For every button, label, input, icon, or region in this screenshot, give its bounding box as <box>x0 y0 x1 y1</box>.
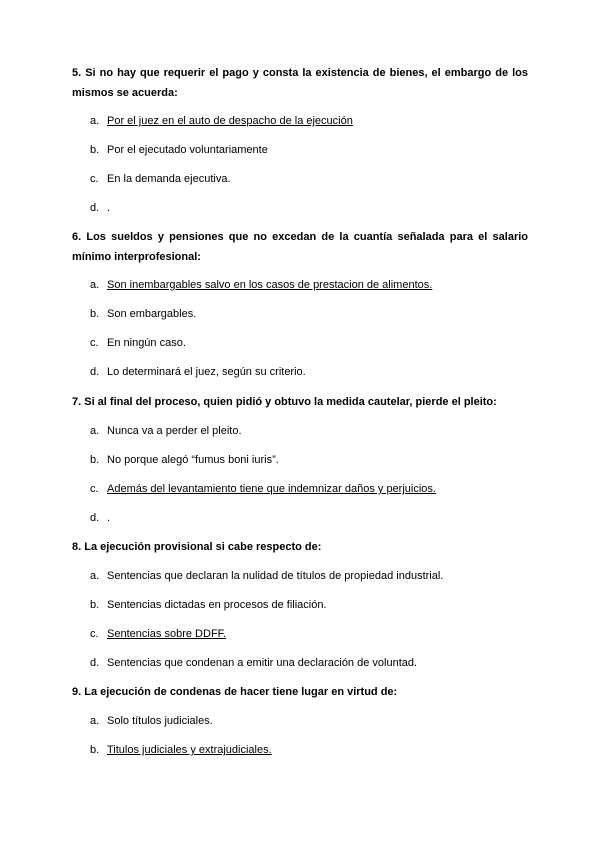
option-letter: c. <box>90 173 99 185</box>
question-5: 5. Si no hay que requerir el pago y consta la existencia de bienes, el embargo de los mismos se acuerda: <box>72 67 528 99</box>
option-letter: a. <box>90 115 100 127</box>
option-8b <box>90 598 327 612</box>
option-text: En ningún caso. <box>107 337 186 349</box>
question-7: 7. Si al final del proceso, quien pidió y obtuvo la medida cautelar, pierde el pleito: <box>72 396 497 408</box>
option-7c <box>90 482 436 496</box>
option-8d <box>90 656 417 670</box>
option-text: Por el ejecutado voluntariamente <box>107 144 268 156</box>
option-letter: c. <box>90 483 99 495</box>
option-text: Sentencias que declaran la nulidad de títulos de propiedad industrial. <box>107 570 444 582</box>
question-9: 9. La ejecución de condenas de hacer tiene lugar en virtud de: <box>72 686 398 698</box>
option-text: Son inembargables salvo en los casos de prestacion de alimentos. <box>107 279 433 291</box>
option-9b <box>90 743 272 757</box>
option-letter: b. <box>90 599 100 611</box>
option-9a <box>90 714 213 728</box>
option-7d <box>90 511 110 525</box>
option-8a <box>90 569 443 583</box>
option-letter: b. <box>90 308 100 320</box>
option-text: Sentencias que condenan a emitir una declaración de voluntad. <box>107 657 418 669</box>
option-letter: b. <box>90 454 100 466</box>
option-text: Lo determinará el juez, según su criterio. <box>107 366 306 378</box>
option-7a <box>90 424 242 438</box>
option-letter: d. <box>90 366 100 378</box>
option-letter: a. <box>90 279 100 291</box>
option-text: Nunca va a perder el pleito. <box>107 425 242 437</box>
option-text: Solo títulos judiciales. <box>107 715 213 727</box>
option-8c <box>90 627 226 641</box>
option-text: Además del levantamiento tiene que indemnizar daños y perjuicios. <box>107 483 436 495</box>
option-text: . <box>107 202 111 214</box>
option-text: Titulos judiciales y extrajudiciales. <box>107 744 272 756</box>
question-6: 6. Los sueldos y pensiones que no excedan de la cuantía señalada para el salario mínimo interprofesional: <box>72 231 528 263</box>
option-text: Son embargables. <box>107 308 197 320</box>
option-5c <box>90 172 231 186</box>
option-letter: a. <box>90 715 100 727</box>
option-letter: b. <box>90 144 100 156</box>
option-5a <box>90 114 353 128</box>
option-text: . <box>107 512 111 524</box>
option-6a <box>90 278 432 292</box>
option-text: Sentencias sobre DDFF. <box>107 628 227 640</box>
option-5b <box>90 143 268 157</box>
option-6c <box>90 336 186 350</box>
option-letter: d. <box>90 657 100 669</box>
option-text: En la demanda ejecutiva. <box>107 173 231 185</box>
option-text: Por el juez en el auto de despacho de la ejecución <box>107 115 353 127</box>
option-5d <box>90 201 110 215</box>
option-letter: a. <box>90 570 100 582</box>
option-letter: c. <box>90 337 99 349</box>
option-letter: d. <box>90 512 100 524</box>
option-7b <box>90 453 279 467</box>
option-6d <box>90 365 306 379</box>
question-8: 8. La ejecución provisional si cabe respecto de: <box>72 541 322 553</box>
option-text: No porque alegó “fumus boni iuris”. <box>107 454 279 466</box>
option-letter: d. <box>90 202 100 214</box>
option-text: Sentencias dictadas en procesos de filiación. <box>107 599 327 611</box>
option-letter: a. <box>90 425 100 437</box>
option-letter: c. <box>90 628 99 640</box>
option-6b <box>90 307 196 321</box>
option-letter: b. <box>90 744 100 756</box>
